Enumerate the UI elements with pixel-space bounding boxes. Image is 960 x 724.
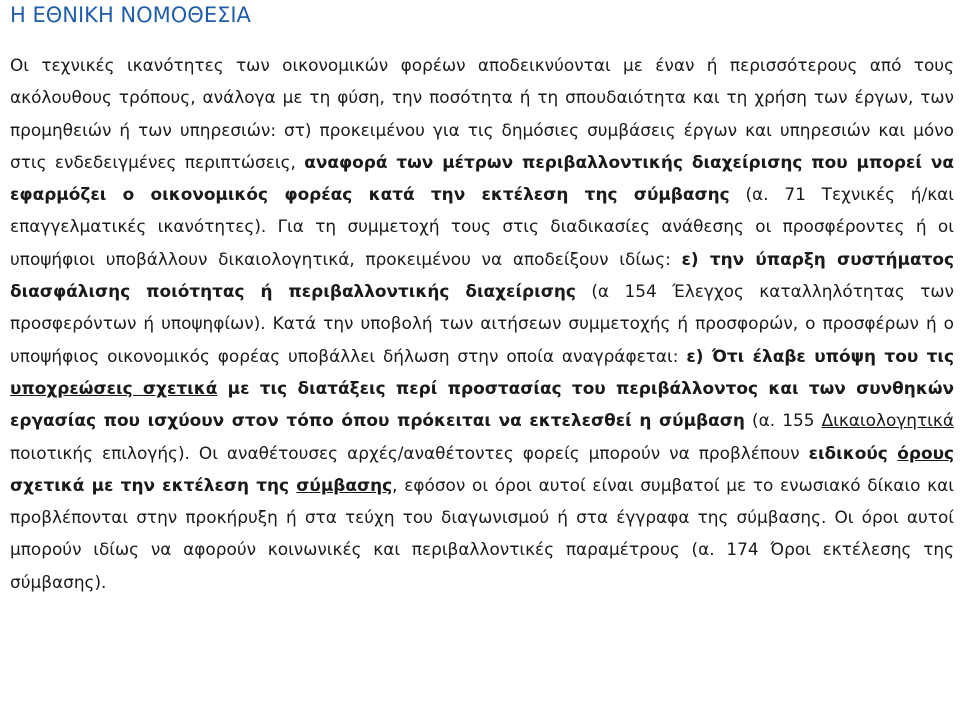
bold-underlined-text-segment: υποχρεώσεις σχετικά xyxy=(10,377,218,398)
bold-underlined-text-segment: όρους xyxy=(897,442,954,463)
text-segment: (α. 155 xyxy=(744,410,822,431)
bold-text-segment: με τις διατάξεις περί προστασίας του περιβάλλοντος και των συνθηκών εργασίας που ισχύουν στον τόπο όπου πρόκειται να εκτελεσθεί η σύμβαση xyxy=(10,377,954,431)
body-paragraph xyxy=(10,49,954,598)
bold-text-segment: αναφορά των μέτρων περιβαλλοντικής διαχείρισης που μπορεί να εφαρμόζει ο οικονομικός φορέας κατά την εκτέλεση της σύμβασης xyxy=(10,151,954,205)
text-segment: ποιοτικής επιλογής). Οι αναθέτουσες αρχές/αναθέτοντες φορείς μπορούν να προβλέπουν xyxy=(10,442,809,463)
page-title: Η ΕΘΝΙΚΗ ΝΟΜΟΘΕΣΙΑ xyxy=(10,3,251,27)
text-segment: Οι τεχνικές ικανότητες των οικονομικών φορέων αποδεικνύονται με έναν ή περισσότερους από τους ακόλουθους τρόπους, ανάλογα με τη φύση, την ποσότητα ή τη σπουδαιότητα και τη χρήση των έργων, των προμηθειών ή των υπηρεσιών: στ) προκειμένου για τις δημόσιες συμβάσεις έργων και υπηρεσιών και μόνο στις ενδεδειγμένες περιπτώσεις, xyxy=(10,55,954,172)
bold-text-segment: ε) Ότι έλαβε υπόψη του τις xyxy=(686,345,954,366)
text-segment: , εφόσον οι όροι αυτοί είναι συμβατοί με το ενωσιακό δίκαιο και προβλέπονται στην προκήρυξη ή στα τεύχη του διαγωνισμού ή στα έγγραφα της σύμβασης. Οι όροι αυτοί μπορούν ιδίως να αφορούν κοινωνικές και περιβαλλοντικές παραμέτρους (α. 174 Όροι εκτέλεσης της σύμβασης). xyxy=(10,474,954,592)
bold-text-segment: ε) την ύπαρξη συστήματος διασφάλισης ποιότητας ή περιβαλλοντικής διαχείρισης xyxy=(10,248,954,302)
text-segment: (α. 71 Τεχνικές ή/και επαγγελματικές ικανότητες). Για τη συμμετοχή τους στις διαδικασίες ανάθεσης οι προσφέροντες ή οι υποψήφιοι υποβάλλουν δικαιολογητικά, προκειμένου να αποδείξουν ιδίως: xyxy=(10,184,954,269)
bold-text-segment: ειδικούς xyxy=(808,442,898,463)
bold-underlined-text-segment: σύμβασης xyxy=(296,474,393,495)
bold-text-segment: σχετικά με την εκτέλεση της xyxy=(10,474,297,495)
underlined-text-segment: Δικαιολογητικά xyxy=(821,410,954,431)
text-segment: (α 154 Έλεγχος καταλληλότητας των προσφερόντων ή υποψηφίων). Κατά την υποβολή των αιτήσεων συμμετοχής ή προσφορών, ο προσφέρων ή ο υποψήφιος οικονομικός φορέας υποβάλλει δήλωση στην οποία αναγράφεται: xyxy=(10,281,954,366)
